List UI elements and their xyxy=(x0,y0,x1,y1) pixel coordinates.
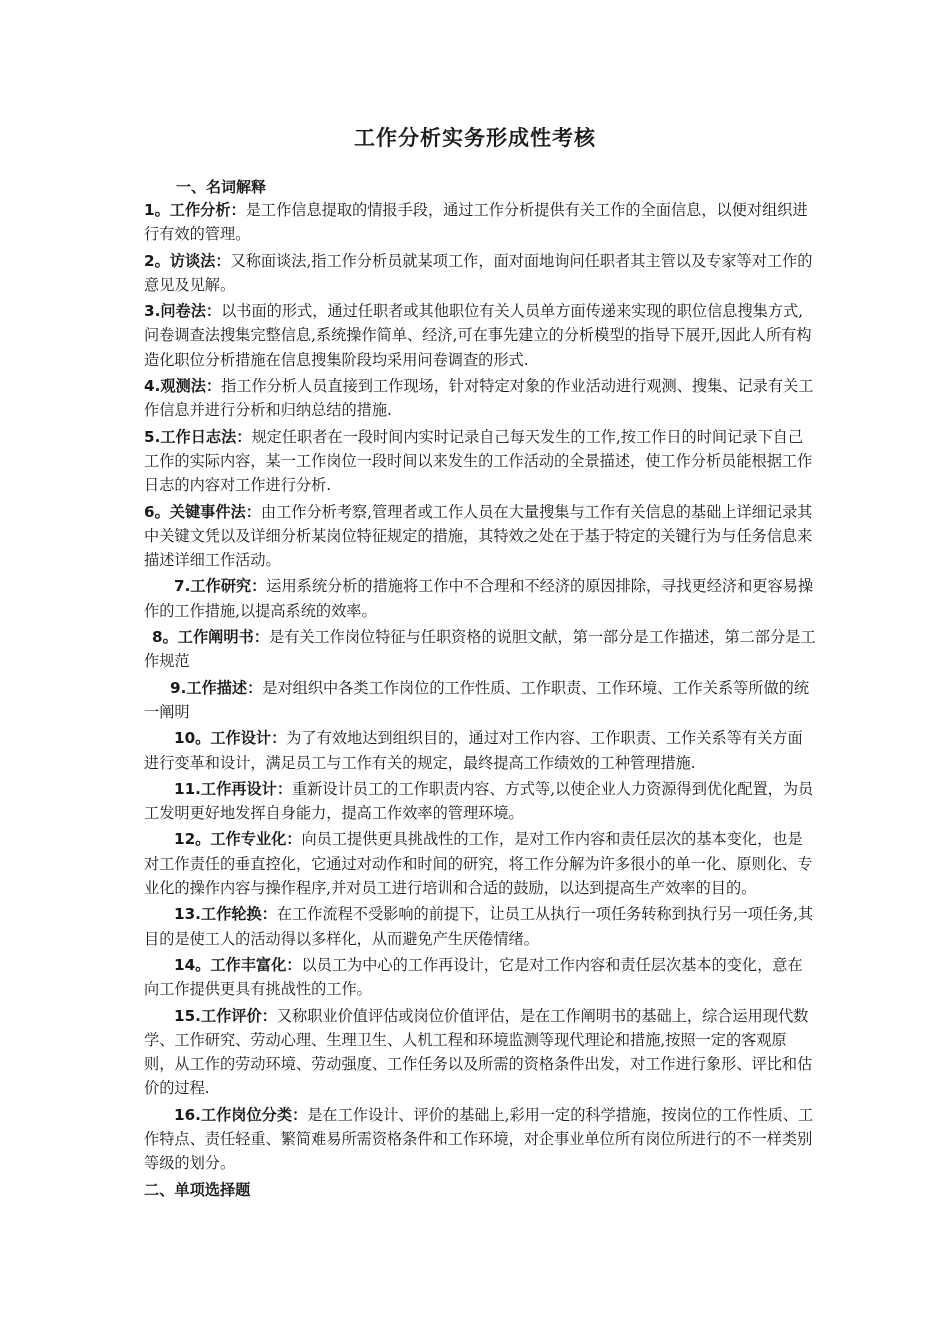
definition-item xyxy=(144,198,816,247)
definition-text: 以员工为中心的工作再设计，它是对工作内容和责任层次基本的变化，意在向工作提供更具有挑战性的工作。 xyxy=(144,955,803,999)
definition-text: 重新设计员工的工作职责内容、方式等,以使企业人力资源得到优化配置，为员工发明更好地发挥自身能力，提高工作效率的管理环境。 xyxy=(144,779,814,823)
definition-text: 以书面的形式，通过任职者或其他职位有关人员单方面传递来实现的职位信息搜集方式,问卷调查法搜集完整信息,系统操作简单、经济,可在事先建立的分析模型的指导下展开,因此人所有构造化职位分析措施在信息搜集阶段均采用问卷调查的形式. xyxy=(144,302,812,369)
definition-text: 在工作流程不受影响的前提下，让员工从执行一项任务转称到执行另一项任务,其目的是使工人的活动得以多样化，从而避免产生厌倦情绪。 xyxy=(144,905,814,948)
section-heading-text: 二、单项选择题 xyxy=(144,1180,251,1199)
definition-term: 8。工作阐明书： xyxy=(152,628,269,647)
definition-item xyxy=(144,953,816,1002)
definition-term: 3.问卷法： xyxy=(144,302,222,321)
definition-term: 12。工作专业化： xyxy=(174,830,302,849)
definition-text: 又称职业价值评估或岗位价值评估，是在工作阐明书的基础上，综合运用现代数学、工作研究、劳动心理、生理卫生、人机工程和环境监测等现代理论和措施,按照一定的客观原则，从工作的劳动环境、劳动强度、工作任务以及所需的资格条件出发，对工作进行象形、评比和估价的过程. xyxy=(144,1006,813,1098)
definition-term: 1。工作分析： xyxy=(144,201,246,219)
definition-text: 是有关工作岗位特征与任职资格的说胆文献，第一部分是工作描述，第二部分是工作规范 xyxy=(144,628,816,671)
definition-term: 16.工作岗位分类： xyxy=(174,1105,308,1124)
definition-item xyxy=(144,374,816,423)
definition-item xyxy=(144,1004,816,1101)
definition-term: 10。工作设计： xyxy=(174,729,287,748)
definition-term: 11.工作再设计： xyxy=(174,779,293,798)
definition-text: 是在工作设计、评价的基础上,彩用一定的科学措施，按岗位的工作性质、工作特点、责任轻重、繁简难易所需资格条件和工作环境，对企事业单位所有岗位所进行的不一样类别等级的划分。 xyxy=(144,1105,814,1173)
definition-text: 指工作分析人员直接到工作现场，针对特定对象的作业活动进行观测、搜集、记录有关工作信息并进行分析和归纳总结的措施. xyxy=(144,377,814,420)
definition-item xyxy=(144,676,816,725)
definition-item xyxy=(144,1103,816,1176)
definition-item xyxy=(144,249,816,298)
definition-item xyxy=(144,726,816,775)
definition-item xyxy=(144,777,816,826)
definitions-list xyxy=(144,198,816,1204)
definition-term: 15.工作评价： xyxy=(174,1006,277,1025)
definition-term: 4.观测法： xyxy=(144,377,222,396)
definition-text: 向员工提供更具挑战性的工作，是对工作内容和责任层次的基本变化，也是对工作责任的垂直控化，它通过对动作和时间的研究，将工作分解为许多很小的单一化、原则化、专业化的操作内容与操作程序,并对员工进行培训和合适的鼓励，以达到提高生产效率的目的。 xyxy=(144,830,813,898)
definition-term: 13.工作轮换： xyxy=(174,905,277,924)
definition-item xyxy=(144,425,816,498)
definition-item xyxy=(144,827,816,900)
definition-term: 2。访谈法： xyxy=(144,251,231,270)
definition-term: 14。工作丰富化： xyxy=(174,955,302,974)
definition-term: 7.工作研究： xyxy=(174,577,267,596)
definition-text: 由工作分析考察,管理者或工作人员在大量搜集与工作有关信息的基础上详细记录其中关键文凭以及详细分析某岗位特征规定的措施，其特效之处在于基于特定的关键行为与任务信息来描述详细工作活动。 xyxy=(144,502,813,570)
definition-text: 又称面谈法,指工作分析员就某项工作，面对面地询问任职者其主管以及专家等对工作的意见及见解。 xyxy=(144,251,813,294)
section-heading-choice-questions xyxy=(144,1178,816,1202)
definition-term: 9.工作描述： xyxy=(170,678,263,697)
definition-item xyxy=(144,574,816,623)
definition-text: 运用系统分析的措施将工作中不合理和不经济的原因排除，寻找更经济和更容易操作的工作措施,以提高系统的效率。 xyxy=(144,577,814,620)
definition-item xyxy=(144,902,816,951)
definition-item xyxy=(144,625,816,674)
definition-text: 是对组织中各类工作岗位的工作性质、工作职责、工作环境、工作关系等所做的统一阐明 xyxy=(144,678,810,721)
document-title: 工作分析实务形成性考核 xyxy=(354,126,596,150)
definition-term: 5.工作日志法： xyxy=(144,427,252,446)
definition-text: 规定任职者在一段时间内实时记录自己每天发生的工作,按工作日的时间记录下自己工作的实际内容，某一工作岗位一段时间以来发生的工作活动的全景描述，使工作分析员能根据工作日志的内容对工作进行分析. xyxy=(144,427,813,495)
definition-text: 为了有效地达到组织目的，通过对工作内容、工作职责、工作关系等有关方面进行变革和设计，满足员工与工作有关的规定，最终提高工作绩效的工种管理措施. xyxy=(144,729,803,772)
definition-text: 是工作信息提取的情报手段，通过工作分析提供有关工作的全面信息，以便对组织进行有效的管理。 xyxy=(144,201,808,244)
definition-term: 6。关键事件法： xyxy=(144,502,261,521)
definition-item xyxy=(144,500,816,573)
section-heading-definitions: 一、名词解释 xyxy=(176,178,267,196)
definition-item xyxy=(144,299,816,372)
